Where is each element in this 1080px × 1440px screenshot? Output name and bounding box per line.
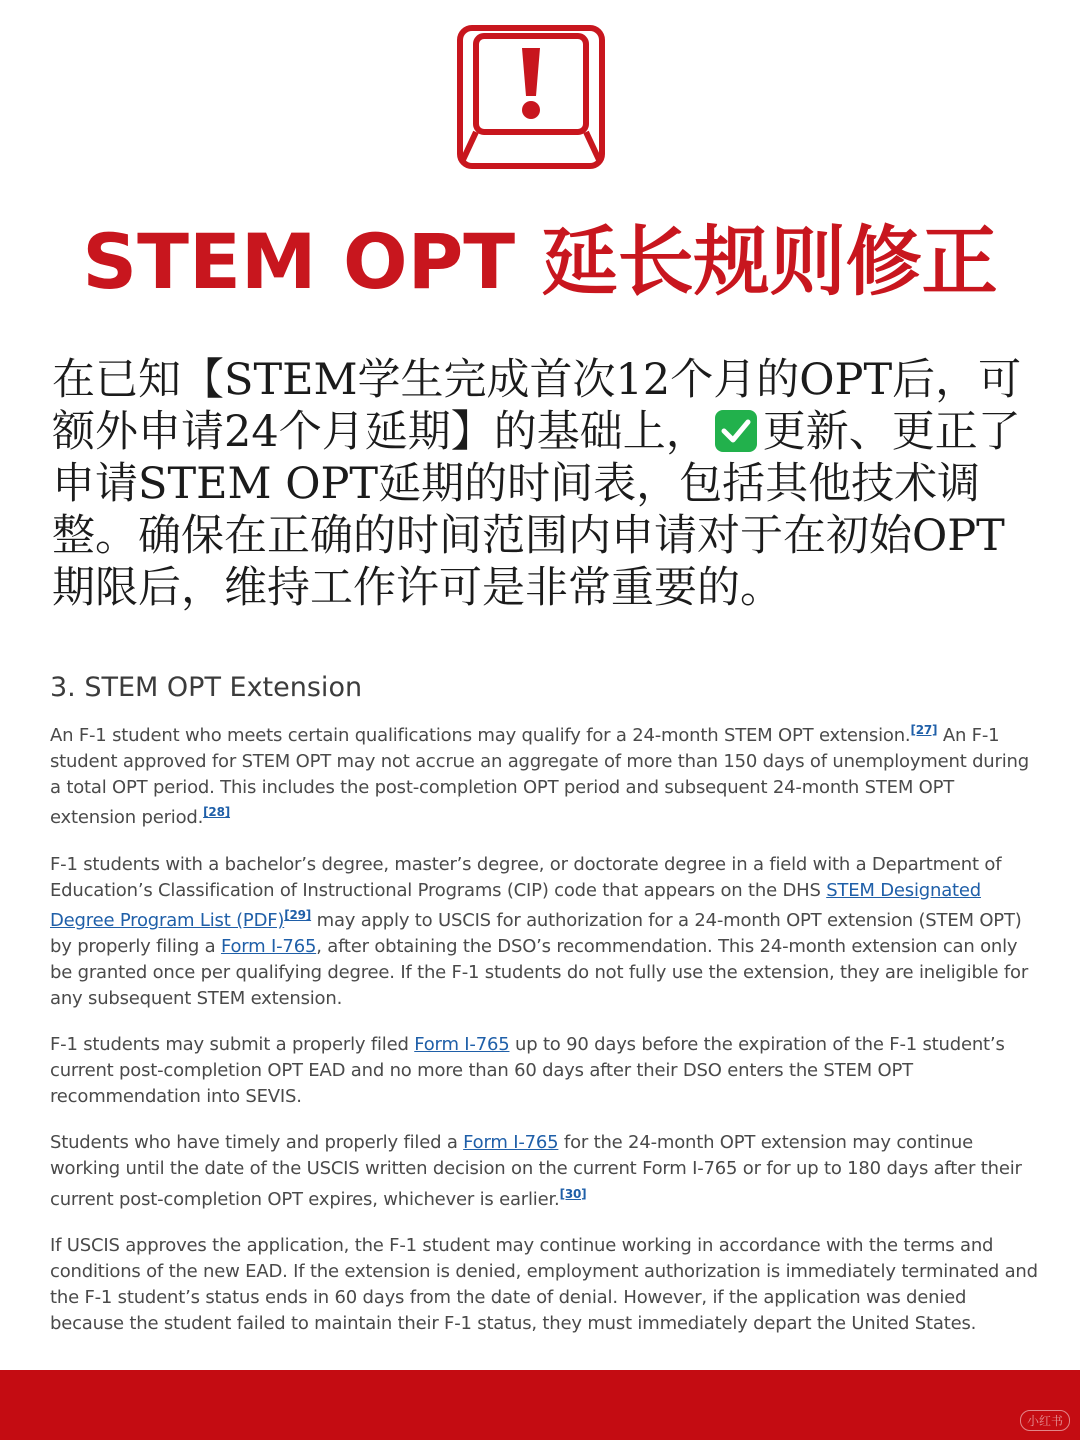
p3-text-b: up to 90 days before the expiration of the F-1 student’s current post-completion OPT EAD and no more than 60 days after their DSO enters the STEM OPT recommendation into SEVIS. (50, 1034, 1005, 1107)
paragraph-3 (50, 1032, 1040, 1109)
stem-degree-list-link[interactable]: STEM Designated Degree Program List (PDF) (50, 879, 981, 932)
intro-paragraph (52, 354, 1042, 614)
p2-text-b: may apply to USCIS for authorization for a 24-month OPT extension (STEM OPT) by properly filing a (50, 910, 1022, 958)
p3-text-a: F-1 students may submit a properly filed (50, 1034, 415, 1056)
watermark: 小红书 (1020, 1410, 1070, 1431)
warning-key-icon (456, 24, 606, 170)
intro-text-1: 在已知【STEM学生完成首次12个月的OPT后，可额外申请24个月延期】的基础上， (52, 355, 1022, 457)
footer-bar (0, 1370, 1080, 1440)
p4-text-b: for the 24-month OPT extension may continue working until the date of the USCIS written decision on the current Form I-765 or for up to 180 days after their current post-completion OPT expires, whichever is earlier. (50, 1132, 1022, 1210)
p1-text-a: An F-1 student who meets certain qualifications may qualify for a 24-month STEM OPT extension. (50, 725, 911, 746)
p1-text-b: An F-1 student approved for STEM OPT may not accrue an aggregate of more than 150 days of unemployment during a total OPT period. This includes the post-completion OPT period and subsequent 24-month STEM OPT extension period. (50, 725, 1029, 829)
intro-text-2: 更新、更正了申请STEM OPT延期的时间表，包括其他技术调整。确保在正确的时间范围内申请对于在初始OPT期限后，维持工作许可是非常重要的。 (52, 407, 1021, 613)
uscis-excerpt (50, 668, 1040, 1357)
p4-text-a: Students who have timely and properly filed a (50, 1132, 464, 1154)
page-title: STEM OPT 延长规则修正 (82, 217, 998, 306)
p2-text-a: F-1 students with a bachelor’s degree, master’s degree, or doctorate degree in a field with a Department of Education’s Classification of Instructional Programs (CIP) code that appears on the DHS (50, 853, 1002, 901)
form-i765-link[interactable]: Form I-765 (220, 936, 317, 958)
footnote-ref-29[interactable]: [29] (284, 908, 312, 923)
paragraph-5: If USCIS approves the application, the F-1 student may continue working in accordance with the terms and conditions of the new EAD. If the extension is denied, employment authorization is immediately terminated and the F-1 student’s status ends in 60 days from the date of denial. However, if the application was denied because the student failed to maintain their F-1 status, they must immediately depart the United States. (50, 1235, 1038, 1334)
paragraph-2 (50, 852, 1040, 1012)
paragraph-4 (50, 1130, 1040, 1212)
footnote-ref-27[interactable]: [27] (910, 723, 938, 737)
footnote-ref-30[interactable]: [30] (559, 1186, 587, 1201)
section-heading: 3. STEM OPT Extension (50, 672, 363, 703)
form-i765-link[interactable]: Form I-765 (414, 1034, 510, 1056)
check-mark-icon (715, 410, 757, 452)
footnote-ref-28[interactable]: [28] (203, 805, 231, 820)
paragraph-1 (50, 718, 1040, 831)
form-i765-link[interactable]: Form I-765 (463, 1132, 559, 1154)
p2-text-c: , after obtaining the DSO’s recommendation. This 24-month extension can only be granted once per qualifying degree. If the F-1 students do not fully use the extension, they are ineligible for any subsequent STEM extension. (50, 936, 1029, 1009)
